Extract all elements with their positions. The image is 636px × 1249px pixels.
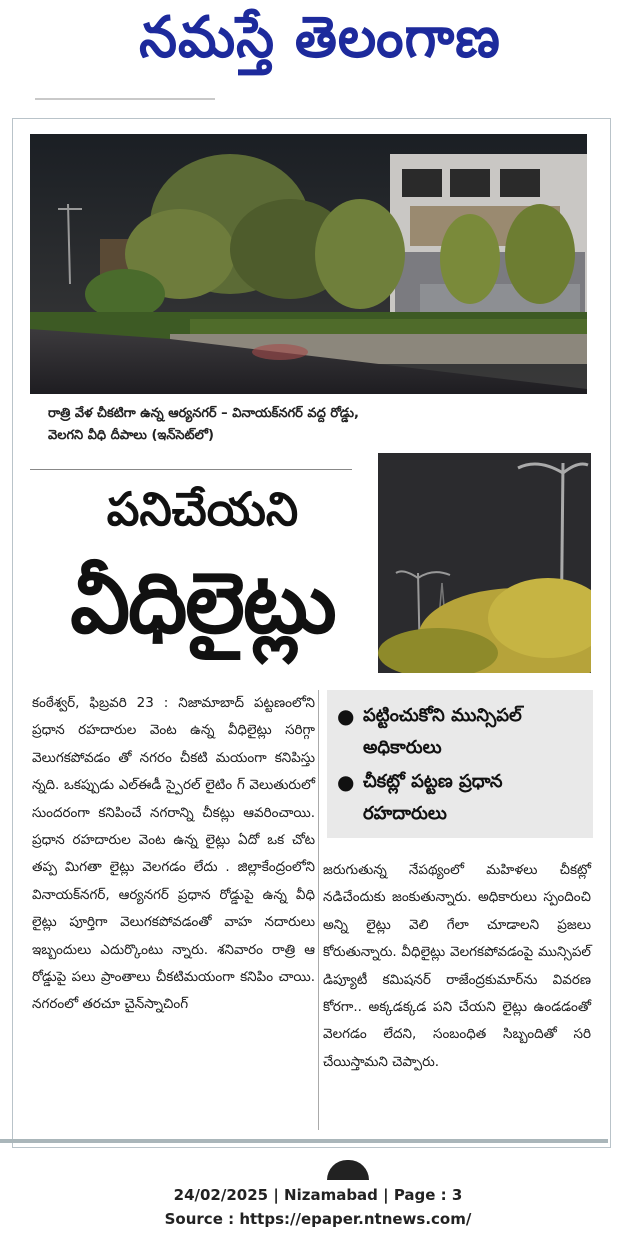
bullet-icon: ● — [337, 704, 355, 728]
column-divider — [318, 690, 319, 1130]
article-column-2: జరుగుతున్న నేపథ్యంలో మహిళలు చీకట్లో నడిచేందుకు జంకుతున్నారు. అధికారులు స్పందించి అన్ని లైట్లు వెలి గేలా చూడాలని ప్రజలు కోరుతున్నారు. వీధిలైట్లు వెలగకపోవడంపై మున్సిపల్ డిప్యూటీ కమిషనర్ రాజేంద్రకుమార్‌ను వివరణ కోరగా.. అక్కడక్కడ పని చేయని లైట్లు ఉండడంతో వెలగడం లేదని, సంబంధిత సిబ్బందితో సరి చేయిస్తామని చెప్పారు. — [323, 862, 591, 1070]
inset-photo — [378, 453, 591, 673]
highlight-item — [339, 700, 589, 764]
edition-info: 24/02/2025 | Nizamabad | Page : 3 — [173, 1186, 463, 1204]
headline-kicker: పనిచేయని — [106, 482, 299, 536]
highlight-text: పట్టించుకోని మున్సిపల్ అధికారులు — [363, 705, 522, 758]
caption-divider — [30, 469, 352, 470]
source-link[interactable]: Source : https://epaper.ntnews.com/ — [164, 1210, 472, 1228]
bullet-icon: ● — [337, 770, 355, 794]
masthead-rule — [35, 98, 215, 100]
headline-main: వీధిలైట్లు — [70, 554, 335, 652]
photo-caption: రాత్రి వేళ చీకటిగా ఉన్న ఆర్యనగర్ – వినాయక్‌నగర్ వద్ద రోడ్డు, వెలగని వీధి దీపాలు (ఇన్‌సెట్‌లో) — [48, 406, 359, 443]
newspaper-logo: నమస్తే తెలంగాణ — [139, 4, 501, 71]
bottom-rule — [0, 1139, 608, 1143]
highlights-box — [327, 690, 593, 838]
highlight-text: చీకట్లో పట్టణ ప్రధాన రహదారులు — [363, 771, 503, 824]
article-column-1: కంఠేశ్వర్, ఫిబ్రవరి 23 : నిజామాబాద్ పట్టణంలోని ప్రధాన రహదారుల వెంట ఉన్న వీధిలైట్లు సరిగ్గా వెలుగకపోవడం తో నగరం చీకటి మయంగా కనిపిస్తు న్నది. ఒకప్పుడు ఎల్‌ఈడీ స్పైరల్ లైటిం గ్ వెలుతురులో సుందరంగా కనిపించే నగరాన్ని చీకట్లు ఆవరించాయి. ప్రధాన రహదారుల వెంట ఉన్న లైట్లు ఏదో ఒక చోట తప్ప మిగతా లైట్లు వెలగడం లేదు . జిల్లాకేంద్రంలోని వినాయక్‌నగర్, ఆర్యనగర్ ప్రధాన రోడ్డుపై ఉన్న వీధి లైట్లు పూర్తిగా వెలుగకపోవడంతో వాహ నదారులు ఇబ్బందులు ఎదుర్కొంటు న్నారు. శనివారం రాత్రి ఆ రోడ్డుపై పలు ప్రాంతాలు చీకటిమయంగా కనిపిం చాయి. నగరంలో తరచూ చైన్‌స్నాచింగ్ — [32, 695, 315, 1013]
highlight-item — [339, 766, 589, 830]
masthead — [0, 0, 636, 95]
page-edge-shape — [327, 1160, 369, 1180]
main-photo — [30, 134, 587, 394]
